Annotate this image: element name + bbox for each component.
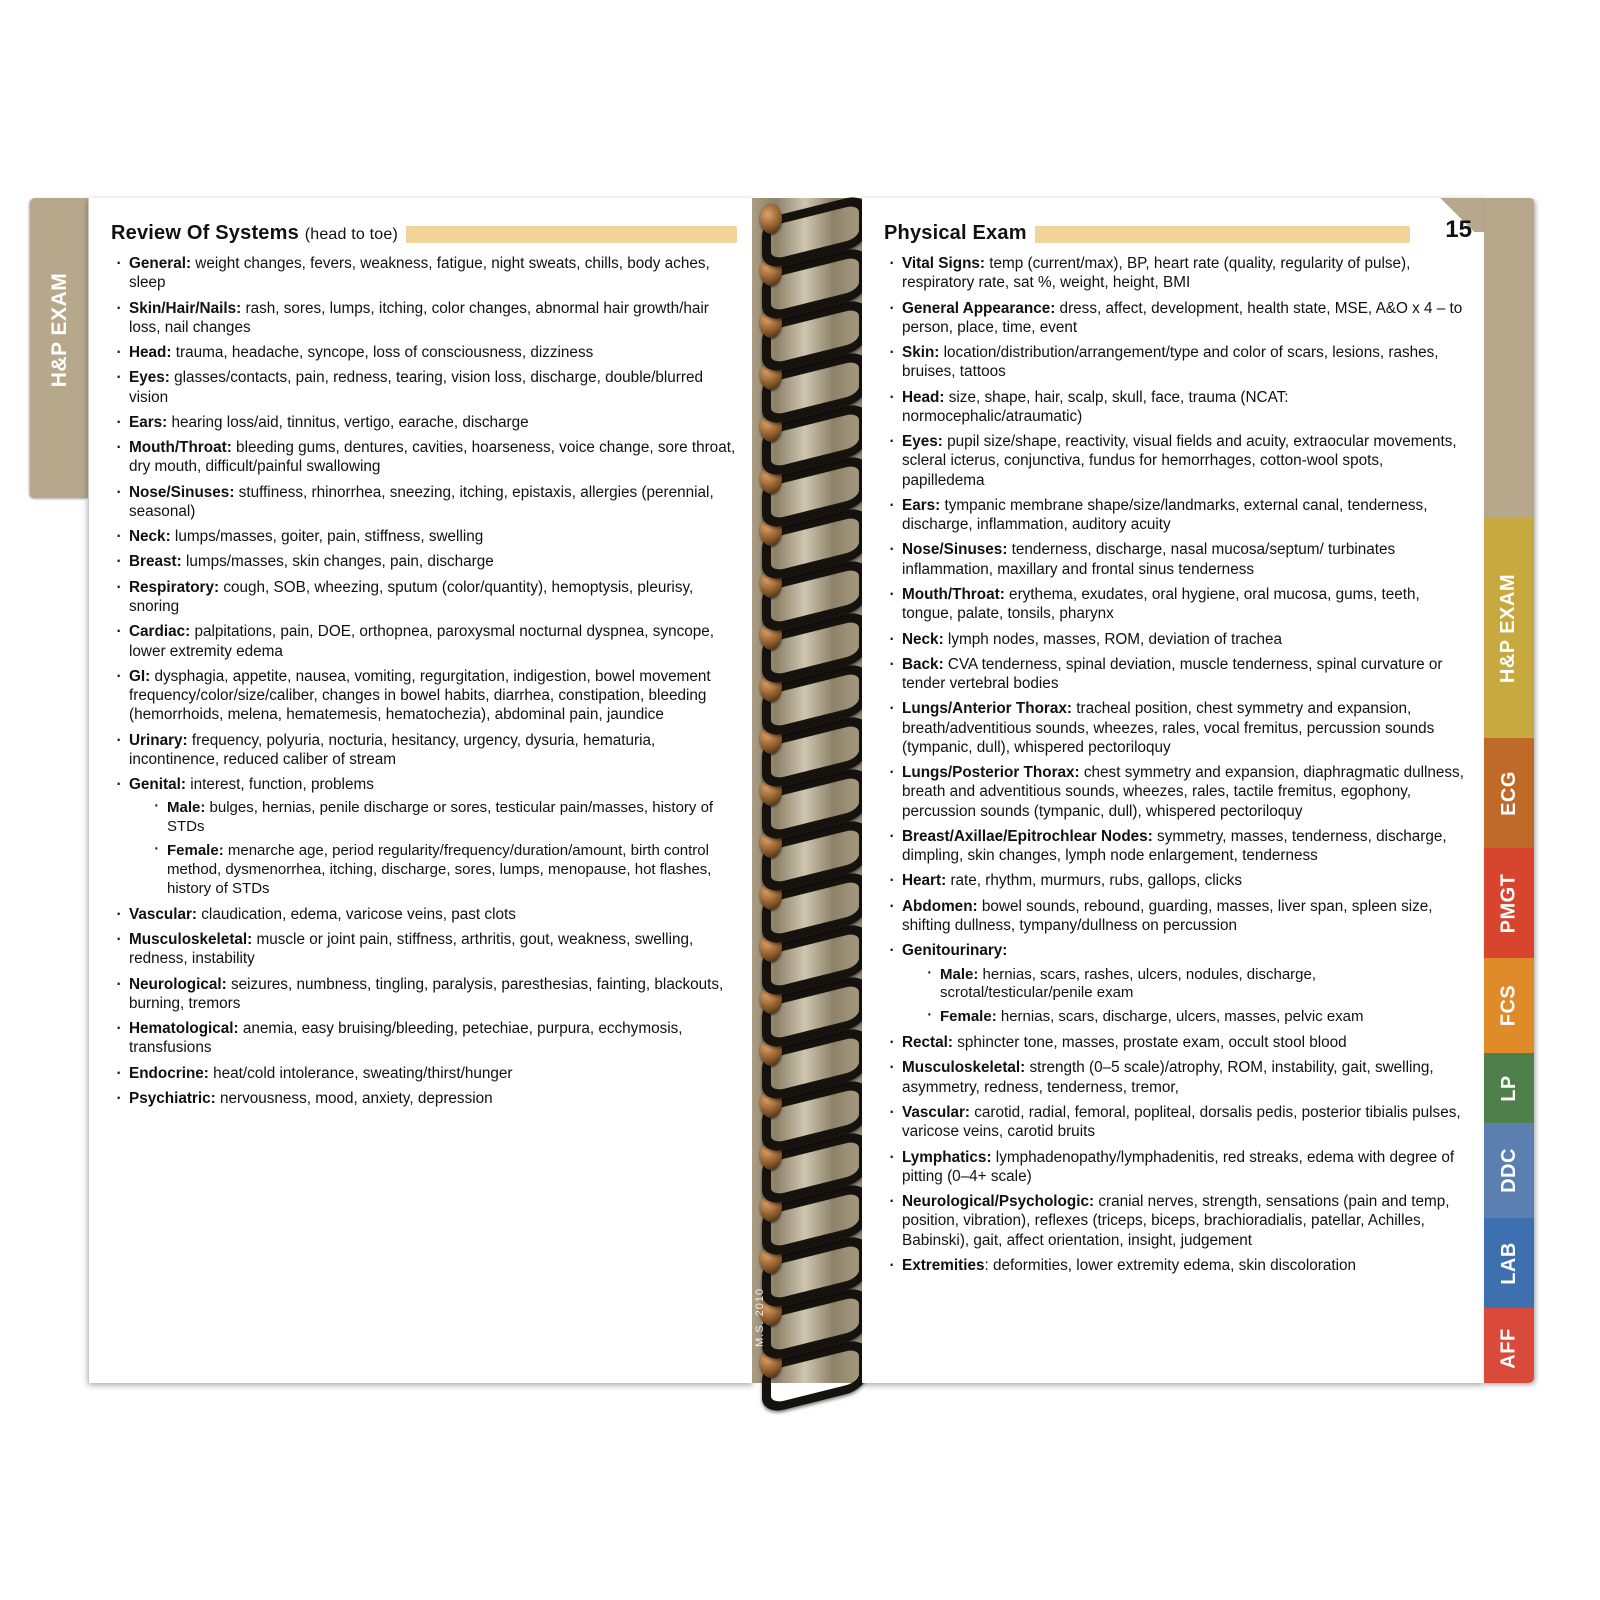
- list-item-text: carotid, radial, femoral, popliteal, dorsalis pedis, posterior tibialis pulses, varicose veins, carotid bruits: [902, 1103, 1461, 1141]
- list-item-label: Nose/Sinuses:: [902, 541, 1008, 559]
- sub-list-item-text: hernias, scars, rashes, ulcers, nodules, discharge, scrotal/testicular/penile exam: [940, 965, 1317, 1002]
- list-item-text: rate, rhythm, murmurs, rubs, gallops, clicks: [946, 872, 1243, 890]
- list-item: [884, 343, 1468, 382]
- section-tab-label: FCS: [1497, 984, 1520, 1027]
- list-item-text: size, shape, hair, scalp, skull, face, trauma (NCAT: normocephalic/atraumatic): [902, 388, 1289, 425]
- list-item-text: sphincter tone, masses, prostate exam, occult stool blood: [953, 1034, 1347, 1052]
- gutter-code-text: M.S. 2010: [754, 1287, 766, 1347]
- list-item-text: lymphadenopathy/lymphadenitis, red streaks, edema with degree of pitting (0–4+ scale): [902, 1148, 1455, 1185]
- sub-list-item-label: Female:: [167, 842, 224, 860]
- list-item-label: Psychiatric:: [129, 1089, 216, 1107]
- list-item-label: Head:: [129, 344, 172, 362]
- list-item: [884, 254, 1468, 293]
- list-item-label: Neurological:: [129, 975, 227, 993]
- section-tab-lp[interactable]: [1484, 1053, 1534, 1123]
- list-item-label: Back:: [902, 655, 944, 673]
- list-item-text: lymph nodes, masses, ROM, deviation of trachea: [943, 630, 1283, 648]
- sub-list-item: [151, 799, 737, 837]
- list-item: [111, 552, 737, 571]
- list-item: [884, 1103, 1468, 1142]
- sub-list-item: [924, 966, 1468, 1004]
- list-item-label: Lymphatics:: [902, 1148, 992, 1166]
- list-item-text: strength (0–5 scale)/atrophy, ROM, instability, gait, swelling, asymmetry, redness, tenderness, tremor,: [902, 1059, 1434, 1096]
- list-item: [111, 1089, 737, 1108]
- list-item: [884, 655, 1468, 694]
- section-tab-pmgt[interactable]: [1484, 848, 1534, 958]
- left-page-heading: [111, 222, 737, 246]
- list-item-label: Breast:: [129, 553, 182, 571]
- left-page: [88, 198, 753, 1383]
- list-item: [111, 299, 737, 338]
- list-item: [111, 527, 737, 546]
- list-item: [884, 496, 1468, 535]
- sub-list-item-label: Male:: [167, 799, 206, 817]
- list-item-text: lumps/masses, skin changes, pain, discharge: [181, 553, 494, 571]
- list-item: [111, 578, 737, 617]
- list-item: [111, 975, 737, 1014]
- section-tab-label: PMGT: [1497, 873, 1520, 933]
- list-item-text: bleeding gums, dentures, cavities, hoarseness, voice change, sore throat, dry mouth, difficult/painful swallowing: [129, 439, 736, 476]
- sub-list-item-text: menarche age, period regularity/frequency/duration/amount, birth control method, dysmenorrhea, itching, discharge, sores, lumps, menopause, hot flashes, history of STDs: [167, 842, 712, 897]
- list-item: [884, 871, 1468, 890]
- list-item: [884, 897, 1468, 936]
- list-item-label: Nose/Sinuses:: [129, 483, 235, 501]
- list-item: [884, 827, 1468, 866]
- section-tab-label: ECG: [1497, 770, 1520, 816]
- sub-list-item: [924, 1008, 1468, 1027]
- list-item-text: tracheal position, chest symmetry and expansion, breath/adventitious sounds, wheezes, rales, vocal fremitus, percussion sounds (tympanic, dull), whispered pectoriloquy: [902, 700, 1435, 756]
- spiral-coil: [760, 202, 854, 248]
- list-item-text: chest symmetry and expansion, diaphragmatic dullness, breath and adventitious sounds, wheezes, rales, tactile fremitus, egophony, percussion sounds (tympanic, dull), whispered pectoriloquy: [902, 764, 1464, 820]
- list-item: [111, 930, 737, 969]
- list-item: [884, 432, 1468, 490]
- list-item-text: dress, affect, development, health state, MSE, A&O x 4 – to person, place, time, event: [902, 299, 1463, 336]
- list-item-label: Mouth/Throat:: [902, 585, 1005, 603]
- list-item-label: Skin/Hair/Nails:: [129, 299, 242, 317]
- list-item-text: glasses/contacts, pain, redness, tearing, vision loss, discharge, double/blurred vision: [129, 369, 703, 406]
- section-tabs-strip: [1484, 198, 1534, 1383]
- list-item-label: Genitourinary:: [902, 942, 1008, 960]
- list-item: [111, 483, 737, 522]
- section-tab-label: LAB: [1497, 1241, 1520, 1285]
- list-item-text: stuffiness, rhinorrhea, sneezing, itching, epistaxis, allergies (perennial, seasonal): [129, 483, 714, 520]
- list-item-label: Ears:: [129, 413, 168, 431]
- list-item: [884, 941, 1468, 1027]
- section-tab-ddc[interactable]: [1484, 1123, 1534, 1218]
- list-item-text: location/distribution/arrangement/type and color of scars, lesions, rashes, bruises, tattoos: [902, 344, 1439, 381]
- list-item: [884, 699, 1468, 757]
- list-item: [884, 1256, 1468, 1275]
- list-item: [111, 343, 737, 362]
- list-item: [111, 667, 737, 725]
- list-item-label: Breast/Axillae/Epitrochlear Nodes:: [902, 827, 1153, 845]
- list-item: [111, 1064, 737, 1083]
- list-item: [884, 1033, 1468, 1052]
- list-item-text: interest, function, problems: [185, 776, 374, 794]
- page-number: 15: [1445, 216, 1472, 243]
- list-item-text: hearing loss/aid, tinnitus, vertigo, earache, discharge: [167, 413, 529, 431]
- list-item-label: Eyes:: [902, 433, 943, 451]
- list-item-label: Neurological/Psychologic:: [902, 1193, 1095, 1211]
- list-item: [884, 763, 1468, 821]
- right-page: [862, 198, 1485, 1383]
- list-item-label: Neck:: [902, 630, 944, 648]
- right-page-title: [884, 222, 1035, 245]
- list-item-label: Respiratory:: [129, 578, 220, 596]
- right-page-heading: [884, 222, 1410, 246]
- list-item: [884, 388, 1468, 427]
- list-item-text: : deformities, lower extremity edema, skin discoloration: [984, 1256, 1357, 1274]
- sub-list-item-label: Male:: [940, 965, 979, 983]
- list-item-text: erythema, exudates, oral hygiene, oral mucosa, gums, teeth, tongue, palate, tonsils, pharynx: [902, 585, 1420, 623]
- right-page-title-text: Physical Exam: [884, 222, 1027, 244]
- list-item-label: Endocrine:: [129, 1064, 209, 1082]
- list-item: [884, 1192, 1468, 1250]
- list-item-label: Extremities: [902, 1256, 985, 1274]
- list-item-text: cough, SOB, wheezing, sputum (color/quantity), hemoptysis, pleurisy, snoring: [129, 578, 694, 615]
- list-item: [884, 630, 1468, 649]
- section-tab-fcs[interactable]: [1484, 958, 1534, 1053]
- list-item-label: Lungs/Posterior Thorax:: [902, 764, 1080, 782]
- left-page-title: [111, 222, 406, 245]
- section-tab-h-p-exam[interactable]: [1484, 518, 1534, 738]
- list-item-label: Lungs/Anterior Thorax:: [902, 700, 1072, 718]
- sub-list-item: [151, 842, 737, 899]
- list-item: [111, 368, 737, 407]
- physical-exam-list: [884, 254, 1468, 1275]
- list-item: [884, 1058, 1468, 1097]
- list-item-text: bowel sounds, rebound, guarding, masses, liver span, spleen size, shifting dullness, tympany/dullness on percussion: [902, 897, 1433, 934]
- list-item: [884, 1148, 1468, 1187]
- list-item-label: General Appearance:: [902, 299, 1056, 317]
- left-page-content: [89, 198, 753, 1124]
- section-tab-lab[interactable]: [1484, 1218, 1534, 1308]
- list-item-label: GI:: [129, 667, 151, 685]
- list-item-text: claudication, edema, varicose veins, past clots: [197, 905, 516, 923]
- section-tab-label: LP: [1497, 1074, 1520, 1102]
- left-page-title-text: Review Of Systems: [111, 222, 299, 244]
- list-item-text: temp (current/max), BP, heart rate (quality, regularity of pulse), respiratory rate, sat %, weight, height, BMI: [902, 255, 1411, 292]
- list-item-text: dysphagia, appetite, nausea, vomiting, regurgitation, indigestion, bowel movement frequency/color/size/caliber, changes in bowel habits, diarrhea, constipation, bleeding (hemorrhoids, melena, hematemesis, hematochezia), abdominal pain, jaundice: [129, 667, 711, 724]
- list-item-text: trauma, headache, syncope, loss of consciousness, dizziness: [171, 344, 594, 362]
- list-item-label: Vital Signs:: [902, 255, 986, 272]
- list-item-text: lumps/masses, goiter, pain, stiffness, swelling: [170, 528, 484, 546]
- list-item: [111, 731, 737, 770]
- list-item-label: Mouth/Throat:: [129, 439, 232, 457]
- section-tab-label: H&P EXAM: [1497, 573, 1520, 683]
- list-item-text: cranial nerves, strength, sensations (pain and temp, position, vibration), reflexes (triceps, biceps, brachioradialis, patellar, Achilles, Babinski), gait, affect orientation, insight, judgement: [902, 1193, 1450, 1249]
- list-item-text: heat/cold intolerance, sweating/thirst/hunger: [208, 1064, 513, 1082]
- list-item-label: Urinary:: [129, 731, 188, 749]
- list-item-text: palpitations, pain, DOE, orthopnea, paroxysmal nocturnal dyspnea, syncope, lower extremity edema: [129, 623, 715, 660]
- right-page-content: [862, 198, 1484, 1291]
- list-item-label: Hematological:: [129, 1020, 239, 1038]
- sub-list-item-text: hernias, scars, discharge, ulcers, masses, pelvic exam: [996, 1008, 1364, 1026]
- list-item: [884, 585, 1468, 624]
- list-item: [111, 905, 737, 924]
- list-item-label: Vascular:: [129, 905, 198, 923]
- list-item: [111, 775, 737, 899]
- list-item-label: Ears:: [902, 496, 941, 514]
- list-item-text: CVA tenderness, spinal deviation, muscle tenderness, spinal curvature or tender vertebral bodies: [902, 655, 1443, 693]
- list-item-text: nervousness, mood, anxiety, depression: [215, 1089, 493, 1107]
- list-item-text: tenderness, discharge, nasal mucosa/septum/ turbinates inflammation, maxillary and frontal sinus tenderness: [902, 541, 1396, 578]
- list-item-label: Musculoskeletal:: [129, 931, 253, 949]
- section-tab-label: DDC: [1497, 1148, 1520, 1193]
- left-side-tab[interactable]: [30, 198, 88, 498]
- list-item-label: Eyes:: [129, 369, 170, 387]
- list-item-label: Vascular:: [902, 1103, 971, 1121]
- list-item: [111, 622, 737, 661]
- list-item-label: Abdomen:: [902, 897, 978, 915]
- list-item-label: Heart:: [902, 872, 947, 890]
- list-item: [884, 540, 1468, 579]
- sub-list-item-label: Female:: [940, 1008, 997, 1026]
- list-item-text: seizures, numbness, tingling, paralysis, paresthesias, fainting, blackouts, burning, tremors: [129, 975, 724, 1012]
- list-item-label: Skin:: [902, 344, 940, 362]
- list-item: [111, 438, 737, 477]
- sub-list: [129, 799, 737, 898]
- list-item: [111, 254, 737, 293]
- sub-list: [902, 966, 1468, 1028]
- list-item: [111, 1019, 737, 1058]
- list-item-text: pupil size/shape, reactivity, visual fields and acuity, extraocular movements, scleral icterus, conjunctiva, fundus for hemorrhages, cotton-wool spots, papilledema: [902, 433, 1457, 489]
- list-item-label: General:: [129, 255, 192, 272]
- list-item-text: weight changes, fevers, weakness, fatigue, night sweats, chills, body aches, sleep: [129, 255, 710, 292]
- list-item: [884, 299, 1468, 338]
- list-item-text: rash, sores, lumps, itching, color changes, abnormal hair growth/hair loss, nail changes: [129, 299, 709, 336]
- list-item-label: Rectal:: [902, 1034, 954, 1052]
- section-tab-aff[interactable]: [1484, 1308, 1534, 1383]
- left-side-tab-label: H&P EXAM: [48, 272, 71, 388]
- list-item-text: symmetry, masses, tenderness, discharge, dimpling, skin changes, lymph node enlargement, tenderness: [902, 827, 1447, 865]
- spiral-binding: [752, 198, 862, 1383]
- list-item-label: Musculoskeletal:: [902, 1059, 1026, 1077]
- list-item-text: anemia, easy bruising/bleeding, petechiae, purpura, ecchymosis, transfusions: [129, 1020, 683, 1057]
- list-item: [111, 413, 737, 432]
- list-item-text: frequency, polyuria, nocturia, hesitancy, urgency, dysuria, hematuria, incontinence, reduced caliber of stream: [129, 731, 656, 768]
- list-item-label: Neck:: [129, 528, 171, 546]
- review-of-systems-list: [111, 254, 737, 1108]
- left-page-title-sub: (head to toe): [304, 226, 399, 243]
- sub-list-item-text: bulges, hernias, penile discharge or sores, testicular pain/masses, history of STDs: [167, 799, 714, 836]
- section-tab-ecg[interactable]: [1484, 738, 1534, 848]
- list-item-label: Head:: [902, 388, 945, 406]
- spiral-notebook: [30, 198, 1535, 1383]
- list-item-label: Genital:: [129, 776, 186, 794]
- list-item-text: tympanic membrane shape/size/landmarks, external canal, tenderness, discharge, inflammation, auditory acuity: [902, 496, 1428, 534]
- list-item-label: Cardiac:: [129, 623, 191, 641]
- list-item-text: muscle or joint pain, stiffness, arthritis, gout, weakness, swelling, redness, instability: [129, 931, 694, 968]
- section-tab-label: AFF: [1497, 1327, 1520, 1369]
